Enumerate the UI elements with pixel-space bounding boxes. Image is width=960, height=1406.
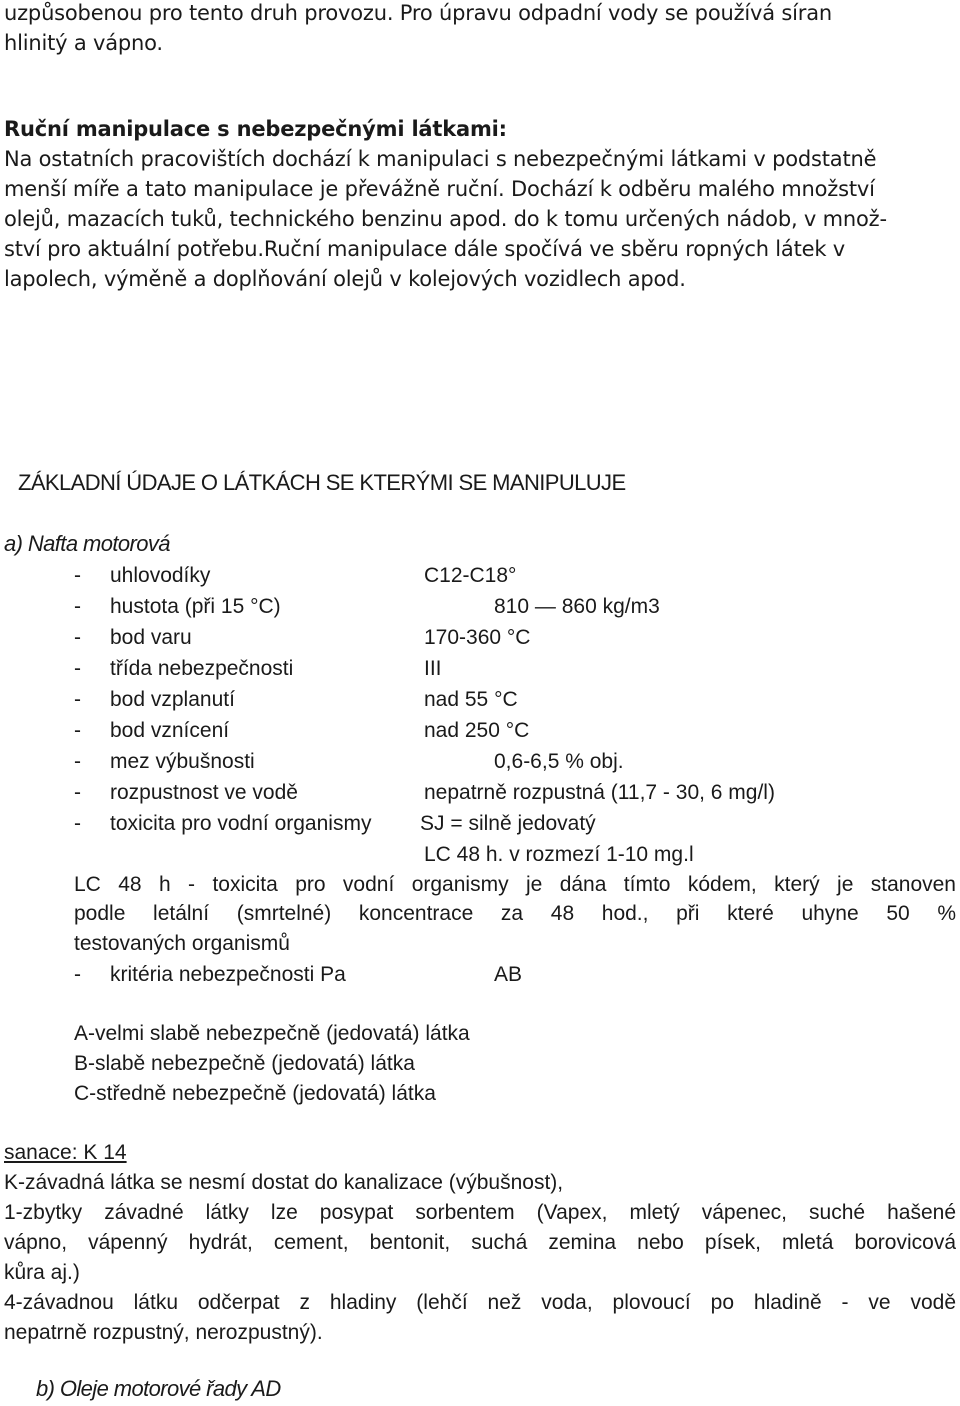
sanace-1-line-2: vápno, vápenný hydrát, cement, bentonit, suchá zemina nebo písek, mletá borovicová <box>4 1231 956 1254</box>
property-label: třída nebezpečnosti <box>110 657 294 680</box>
lc-explanation-line-2: podle letální (smrtelné) koncentrace za 48 hod., při které uhyne 50 % <box>74 902 956 925</box>
sanace-4-line-2: nepatrně rozpustný, nerozpustný). <box>4 1321 323 1344</box>
property-value: III <box>424 657 442 680</box>
list-dash: - <box>74 750 81 773</box>
list-dash: - <box>74 595 81 618</box>
manual-handling-line-5: lapolech, výměně a doplňování olejů v kolejových vozidlech apod. <box>4 267 686 291</box>
manual-handling-line-2: menší míře a tato manipulace je převážně ruční. Dochází k odběru malého množství <box>4 177 875 201</box>
property-label: bod vznícení <box>110 719 230 742</box>
property-value: nepatrně rozpustná (11,7 - 30, 6 mg/l) <box>424 781 775 804</box>
intro-line-2: hlinitý a vápno. <box>4 31 163 55</box>
property-value: nad 250 °C <box>424 719 530 742</box>
criteria-value: AB <box>494 963 523 986</box>
manual-handling-line-3: olejů, mazacích tuků, technického benzinu apod. do k tomu určených nádob, v množ- <box>4 207 887 231</box>
subsection-b-title: b) Oleje motorové řady AD <box>36 1376 281 1401</box>
section-title: ZÁKLADNÍ ÚDAJE O LÁTKÁCH SE KTERÝMI SE MANIPULUJE <box>18 470 626 495</box>
intro-line-1: uzpůsobenou pro tento druh provozu. Pro úpravu odpadní vody se používá síran <box>4 1 832 25</box>
list-dash: - <box>74 626 81 649</box>
property-label: rozpustnost ve vodě <box>110 781 298 804</box>
legend-a: A-velmi slabě nebezpečně (jedovatá) látka <box>74 1022 470 1045</box>
list-dash: - <box>74 781 81 804</box>
property-label: toxicita pro vodní organismy <box>110 812 372 835</box>
subsection-a-title: a) Nafta motorová <box>4 531 170 556</box>
sanace-4-line-1: 4-závadnou látku odčerpat z hladiny (lehčí než voda, plovoucí po hladině - ve vodě <box>4 1291 956 1314</box>
sanace-k: K-závadná látka se nesmí dostat do kanalizace (výbušnost), <box>4 1171 564 1194</box>
sanace-1-line-1: 1-zbytky závadné látky lze posypat sorbentem (Vapex, mletý vápenec, suché hašené <box>4 1201 956 1224</box>
list-dash: - <box>74 719 81 742</box>
property-value: 170-360 °C <box>424 626 531 649</box>
list-dash: - <box>74 657 81 680</box>
property-value: nad 55 °C <box>424 688 518 711</box>
property-label: bod varu <box>110 626 192 649</box>
property-value: C12-C18° <box>424 564 517 587</box>
property-label: hustota (při 15 °C) <box>110 595 281 618</box>
sanace-1-line-3: kůra aj.) <box>4 1261 80 1284</box>
property-label: uhlovodíky <box>110 564 211 587</box>
property-label: bod vzplanutí <box>110 688 235 711</box>
list-dash: - <box>74 812 81 835</box>
property-value: 810 — 860 kg/m3 <box>494 595 660 618</box>
list-dash: - <box>74 564 81 587</box>
lc-explanation-line-1: LC 48 h - toxicita pro vodní organismy je dána tímto kódem, který je stanoven <box>74 873 956 896</box>
property-value: 0,6-6,5 % obj. <box>494 750 624 773</box>
legend-c: C-středně nebezpečně (jedovatá) látka <box>74 1082 436 1105</box>
property-value: SJ = silně jedovatý <box>420 812 596 835</box>
manual-handling-heading: Ruční manipulace s nebezpečnými látkami: <box>4 117 507 141</box>
lc-explanation-line-3: testovaných organismů <box>74 932 290 955</box>
legend-b: B-slabě nebezpečně (jedovatá) látka <box>74 1052 415 1075</box>
criteria-label: kritéria nebezpečnosti Pa <box>110 963 346 986</box>
manual-handling-line-4: ství pro aktuální potřebu.Ruční manipulace dále spočívá ve sběru ropných látek v <box>4 237 846 261</box>
manual-handling-line-1: Na ostatních pracovištích dochází k manipulaci s nebezpečnými látkami v podstatně <box>4 147 877 171</box>
list-dash: - <box>74 688 81 711</box>
list-dash: - <box>74 963 81 986</box>
property-label: mez výbušnosti <box>110 750 255 773</box>
sanace-title: sanace: K 14 <box>4 1141 127 1164</box>
lc-range-line: LC 48 h. v rozmezí 1-10 mg.l <box>424 843 694 866</box>
